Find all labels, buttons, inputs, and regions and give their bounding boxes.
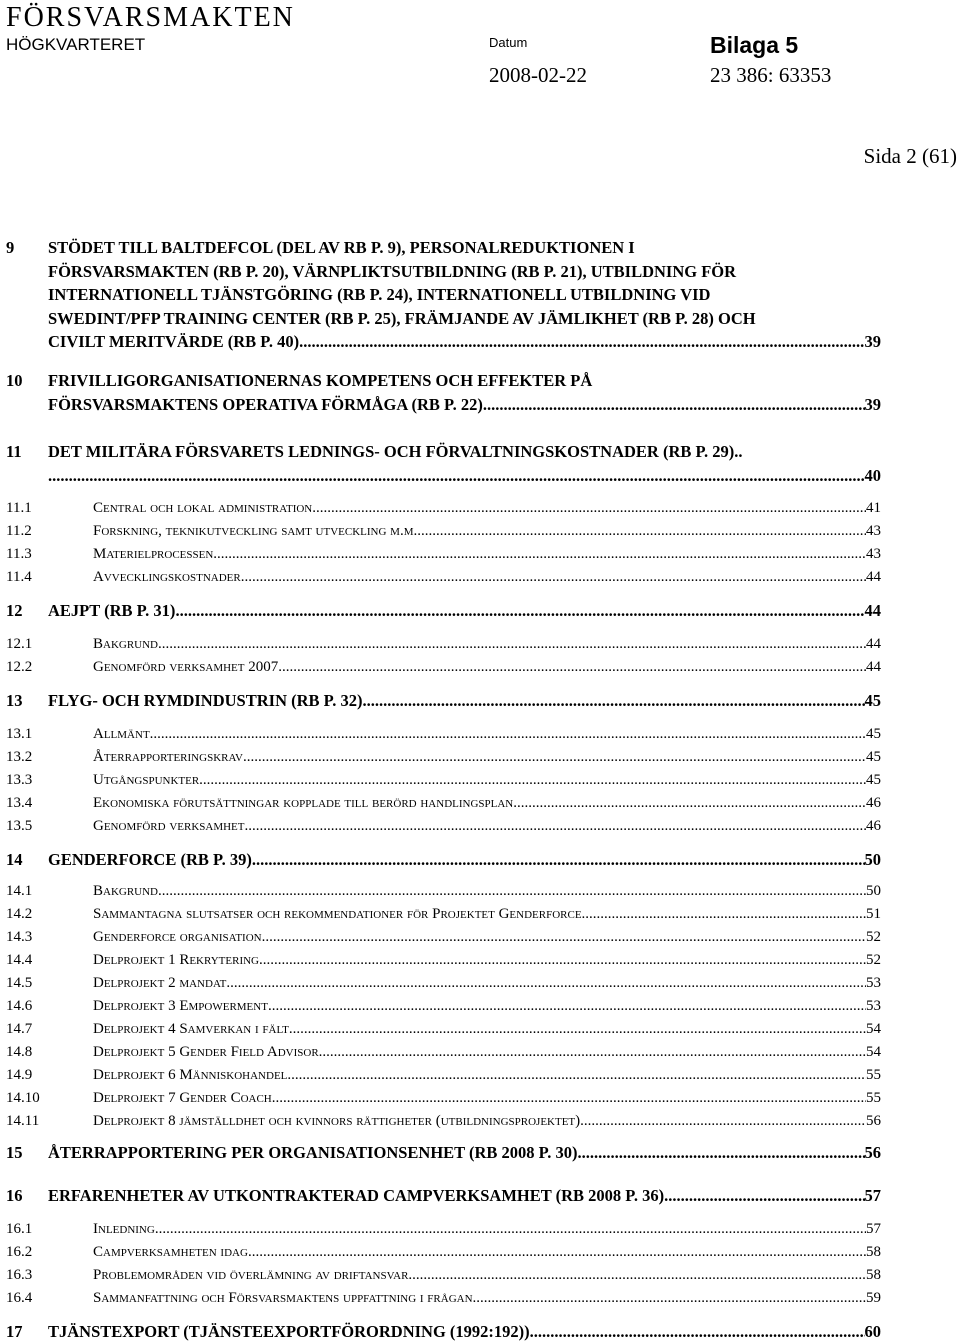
toc-entry-13-5[interactable] <box>6 815 881 838</box>
toc-entry-16[interactable] <box>6 1184 881 1208</box>
toc-entry-11-1[interactable] <box>6 497 881 520</box>
toc-entry-number: 9 <box>6 238 15 257</box>
toc-entry-number: 14.6 <box>6 998 33 1014</box>
toc-entry-title: Delprojekt 2 mandat <box>93 975 227 991</box>
toc-entry-title: STÖDET TILL BALTDEFCOL (DEL AV RB P. 9), PERSONALREDUKTIONEN I <box>48 238 635 257</box>
toc-dot-leader <box>299 330 864 354</box>
toc-entry-number: 14 <box>6 850 23 869</box>
toc-page-number: 53 <box>866 998 881 1014</box>
toc-page-number: 40 <box>864 465 881 485</box>
toc-entry-number: 14.5 <box>6 975 33 991</box>
page-indicator: Sida 2 (61) <box>863 144 957 168</box>
toc-dot-leader <box>248 1241 866 1264</box>
toc-dot-leader <box>158 880 866 903</box>
toc-entry-11[interactable] <box>6 440 881 487</box>
toc-entry-title: Campverksamheten idag <box>93 1244 248 1260</box>
toc-dot-leader <box>252 848 865 872</box>
toc-entry-number: 11.1 <box>6 500 32 516</box>
organization-name: FÖRSVARSMAKTEN <box>6 2 295 33</box>
toc-entry-12[interactable] <box>6 599 881 623</box>
toc-entry-number: 16.1 <box>6 1221 33 1237</box>
toc-entry-number: 13.3 <box>6 772 33 788</box>
toc-dot-leader <box>362 689 864 713</box>
toc-entry-12-2[interactable] <box>6 656 881 679</box>
toc-entry-number: 13.1 <box>6 726 33 742</box>
toc-page-number: 44 <box>866 636 881 652</box>
toc-dot-leader <box>259 949 866 972</box>
toc-dot-leader <box>48 464 865 488</box>
toc-entry-title: Delprojekt 3 Empowerment <box>93 998 268 1014</box>
toc-entry-number: 14.1 <box>6 883 33 899</box>
toc-entry-number: 13.5 <box>6 818 33 834</box>
toc-entry-13[interactable] <box>6 689 881 713</box>
toc-entry-title: Allmänt <box>93 726 150 742</box>
toc-dot-leader <box>664 1184 864 1208</box>
toc-dot-leader <box>213 543 866 566</box>
toc-page-number: 46 <box>866 818 881 834</box>
toc-page-number: 58 <box>866 1267 881 1283</box>
document-date: 2008-02-22 <box>489 63 587 87</box>
toc-entry-number: 17 <box>6 1322 23 1341</box>
toc-entry-title: Bakgrund <box>93 636 159 652</box>
toc-entry-title: Genderforce organisation <box>93 929 262 945</box>
toc-page-number: 46 <box>866 795 881 811</box>
toc-dot-leader <box>268 995 866 1018</box>
toc-entry-title: FÖRSVARSMAKTENS OPERATIVA FÖRMÅGA (RB P. 22) <box>48 394 483 414</box>
toc-dot-leader <box>243 746 866 769</box>
toc-dot-leader <box>287 1064 866 1087</box>
toc-entry-number: 14.2 <box>6 906 33 922</box>
toc-entry-title: ÅTERRAPPORTERING PER ORGANISATIONSENHET (RB 2008 P. 30) <box>48 1143 578 1162</box>
toc-entry-number: 16 <box>6 1186 23 1205</box>
toc-entry-title: Forskning, teknikutveckling samt utveckling m.m. <box>93 523 418 539</box>
toc-entry-title: Bakgrund <box>93 883 159 899</box>
toc-page-number: 54 <box>866 1044 881 1060</box>
toc-entry-number: 14.8 <box>6 1044 33 1060</box>
toc-entry-14-2[interactable] <box>6 903 881 926</box>
toc-entry-16-1[interactable] <box>6 1218 881 1241</box>
toc-entry-title: CIVILT MERITVÄRDE (RB P. 40) <box>48 332 300 351</box>
reference-number: 23 386: 63353 <box>710 63 832 87</box>
toc-dot-leader <box>158 633 866 656</box>
toc-dot-leader <box>150 723 866 746</box>
toc-dot-leader <box>513 792 866 815</box>
toc-entry-15[interactable] <box>6 1141 881 1165</box>
toc-dot-leader <box>241 566 866 589</box>
toc-entry-9[interactable] <box>6 236 881 354</box>
toc-dot-leader <box>226 972 866 995</box>
toc-entry-title: FRIVILLIGORGANISATIONERNAS KOMPETENS OCH EFFEKTER PÅ <box>48 371 593 390</box>
toc-entry-13-1[interactable] <box>6 723 881 746</box>
toc-entry-title: FLYG- OCH RYMDINDUSTRIN (RB P. 32) <box>48 691 363 710</box>
toc-entry-number: 14.3 <box>6 929 33 945</box>
toc-dot-leader <box>417 520 866 543</box>
toc-entry-title: INTERNATIONELL TJÄNSTGÖRING (RB P. 24), INTERNATIONELL UTBILDNING VID <box>48 285 711 304</box>
toc-entry-number: 11.3 <box>6 546 32 562</box>
toc-entry-title: Delprojekt 4 Samverkan i fält <box>93 1021 289 1037</box>
toc-entry-14-3[interactable] <box>6 926 881 949</box>
toc-entry-11-3[interactable] <box>6 543 881 566</box>
toc-page-number: 56 <box>864 1143 881 1162</box>
toc-page-number: 57 <box>866 1221 881 1237</box>
toc-entry-number: 14.11 <box>6 1113 40 1129</box>
toc-dot-leader <box>319 1041 866 1064</box>
toc-page-number: 53 <box>866 975 881 991</box>
toc-entry-title: GENDERFORCE (RB P. 39) <box>48 850 252 869</box>
toc-page-number: 45 <box>864 691 881 710</box>
toc-dot-leader <box>530 1320 865 1344</box>
toc-entry-number: 16.3 <box>6 1267 33 1283</box>
toc-page-number: 59 <box>866 1290 881 1306</box>
toc-page-number: 43 <box>866 546 881 562</box>
toc-entry-14-1[interactable] <box>6 880 881 903</box>
toc-dot-leader <box>473 1287 866 1310</box>
toc-entry-10[interactable] <box>6 369 881 416</box>
toc-entry-number: 15 <box>6 1143 23 1162</box>
toc-entry-number: 14.10 <box>6 1090 40 1106</box>
toc-entry-16-3[interactable] <box>6 1264 881 1287</box>
toc-dot-leader <box>262 926 866 949</box>
toc-entry-title: Delprojekt 6 Människohandel <box>93 1067 288 1083</box>
toc-entry-title: Delprojekt 7 Gender Coach <box>93 1090 272 1106</box>
toc-entry-title: Genomförd verksamhet 2007 <box>93 659 279 675</box>
toc-dot-leader <box>199 769 866 792</box>
toc-dot-leader <box>483 393 865 417</box>
toc-entry-14-7[interactable] <box>6 1018 881 1041</box>
toc-entry-13-3[interactable] <box>6 769 881 792</box>
toc-entry-14-8[interactable] <box>6 1041 881 1064</box>
toc-dot-leader <box>272 1087 866 1110</box>
toc-entry-number: 12.2 <box>6 659 33 675</box>
toc-entry-title: DET MILITÄRA FÖRSVARETS LEDNINGS- OCH FÖRVALTNINGSKOSTNADER (RB P. 29).. <box>48 442 743 461</box>
toc-entry-number: 14.7 <box>6 1021 33 1037</box>
toc-entry-number: 14.4 <box>6 952 33 968</box>
toc-entry-number: 14.9 <box>6 1067 33 1083</box>
toc-page-number: 58 <box>866 1244 881 1260</box>
toc-page-number: 39 <box>864 332 881 351</box>
toc-entry-title: Materielprocessen <box>93 546 214 562</box>
toc-dot-leader <box>175 599 864 623</box>
toc-page-number: 39 <box>864 394 881 414</box>
toc-page-number: 57 <box>864 1186 881 1205</box>
toc-page-number: 41 <box>866 500 881 516</box>
toc-dot-leader <box>580 1110 866 1133</box>
toc-entry-12-1[interactable] <box>6 633 881 656</box>
toc-page-number: 45 <box>866 772 881 788</box>
toc-entry-14[interactable] <box>6 848 881 872</box>
toc-entry-title: TJÄNSTEXPORT (TJÄNSTEEXPORTFÖRORDNING (1992:192)) <box>48 1322 530 1341</box>
toc-entry-title: Återrapporteringskrav <box>93 749 243 765</box>
toc-page-number: 54 <box>866 1021 881 1037</box>
toc-entry-number: 11.2 <box>6 523 32 539</box>
toc-dot-leader <box>577 1141 864 1165</box>
toc-page-number: 51 <box>866 906 881 922</box>
toc-page-number: 43 <box>866 523 881 539</box>
toc-entry-16-2[interactable] <box>6 1241 881 1264</box>
toc-page-number: 50 <box>866 883 881 899</box>
toc-page-number: 50 <box>864 850 881 869</box>
toc-entry-number: 16.2 <box>6 1244 33 1260</box>
toc-entry-title: Delprojekt 5 Gender Field Advisor <box>93 1044 319 1060</box>
toc-entry-14-6[interactable] <box>6 995 881 1018</box>
toc-entry-title: Inledning <box>93 1221 155 1237</box>
toc-dot-leader <box>289 1018 866 1041</box>
toc-entry-number: 13 <box>6 691 23 710</box>
toc-entry-title: AEJPT (RB P. 31) <box>48 601 176 620</box>
toc-entry-14-9[interactable] <box>6 1064 881 1087</box>
toc-entry-title: Ekonomiska förutsättningar kopplade till berörd handlingsplan <box>93 795 514 811</box>
toc-entry-title: Avvecklingskostnader <box>93 569 241 585</box>
toc-entry-17[interactable] <box>6 1320 881 1344</box>
toc-entry-number: 10 <box>6 371 23 390</box>
toc-entry-title: Utgångspunkter <box>93 772 200 788</box>
toc-entry-title: Problemområden vid överlämning av driftansvar <box>93 1267 409 1283</box>
toc-dot-leader <box>155 1218 866 1241</box>
toc-page-number: 52 <box>866 952 881 968</box>
toc-page-number: 60 <box>864 1322 881 1341</box>
toc-page-number: 44 <box>864 601 881 620</box>
toc-page-number: 44 <box>866 569 881 585</box>
toc-entry-14-4[interactable] <box>6 949 881 972</box>
toc-entry-13-2[interactable] <box>6 746 881 769</box>
toc-page-number: 45 <box>866 749 881 765</box>
toc-entry-title: Sammanfattning och Försvarsmaktens uppfattning i frågan <box>93 1290 473 1306</box>
toc-entry-number: 11.4 <box>6 569 32 585</box>
attachment-label: Bilaga 5 <box>710 32 799 58</box>
toc-dot-leader <box>244 815 866 838</box>
toc-page-number: 55 <box>866 1067 881 1083</box>
toc-entry-number: 13.2 <box>6 749 33 765</box>
toc-entry-14-11[interactable] <box>6 1110 881 1133</box>
toc-dot-leader <box>408 1264 866 1287</box>
toc-entry-title: SWEDINT/PFP TRAINING CENTER (RB P. 25), FRÄMJANDE AV JÄMLIKHET (RB P. 28) OCH <box>48 308 756 328</box>
unit-name: HÖGKVARTERET <box>6 35 146 54</box>
toc-entry-title: Sammantagna slutsatser och rekommendationer för Projektet Genderforce <box>93 906 582 922</box>
toc-page-number: 44 <box>866 659 881 675</box>
toc-dot-leader <box>278 656 866 679</box>
toc-entry-16-4[interactable] <box>6 1287 881 1310</box>
toc-entry-number: 16.4 <box>6 1290 33 1306</box>
toc-entry-13-4[interactable] <box>6 792 881 815</box>
toc-page-number: 56 <box>866 1113 881 1129</box>
toc-dot-leader <box>582 903 866 926</box>
toc-page-number: 55 <box>866 1090 881 1106</box>
toc-entry-11-4[interactable] <box>6 566 881 589</box>
toc-entry-number: 12 <box>6 601 23 620</box>
toc-entry-11-2[interactable] <box>6 520 881 543</box>
toc-page-number: 52 <box>866 929 881 945</box>
toc-entry-number: 13.4 <box>6 795 33 811</box>
toc-entry-14-10[interactable] <box>6 1087 881 1110</box>
toc-dot-leader <box>312 497 866 520</box>
date-label: Datum <box>489 35 528 50</box>
toc-entry-title: Delprojekt 1 Rekrytering <box>93 952 260 968</box>
toc-entry-title: FÖRSVARSMAKTEN (RB P. 20), VÄRNPLIKTSUTBILDNING (RB P. 21), UTBILDNING FÖR <box>48 261 737 281</box>
toc-entry-title: Delprojekt 8 jämställdhet och kvinnors rättigheter (utbildningsprojektet) <box>93 1113 581 1129</box>
toc-entry-14-5[interactable] <box>6 972 881 995</box>
toc-entry-title: ERFARENHETER AV UTKONTRAKTERAD CAMPVERKSAMHET (RB 2008 P. 36) <box>48 1186 665 1205</box>
toc-entry-title: Genomförd verksamhet <box>93 818 245 834</box>
toc-entry-number: 11 <box>6 442 22 461</box>
toc-entry-title: Central och lokal administration <box>93 500 313 516</box>
toc-entry-number: 12.1 <box>6 636 33 652</box>
toc-page-number: 45 <box>866 726 881 742</box>
